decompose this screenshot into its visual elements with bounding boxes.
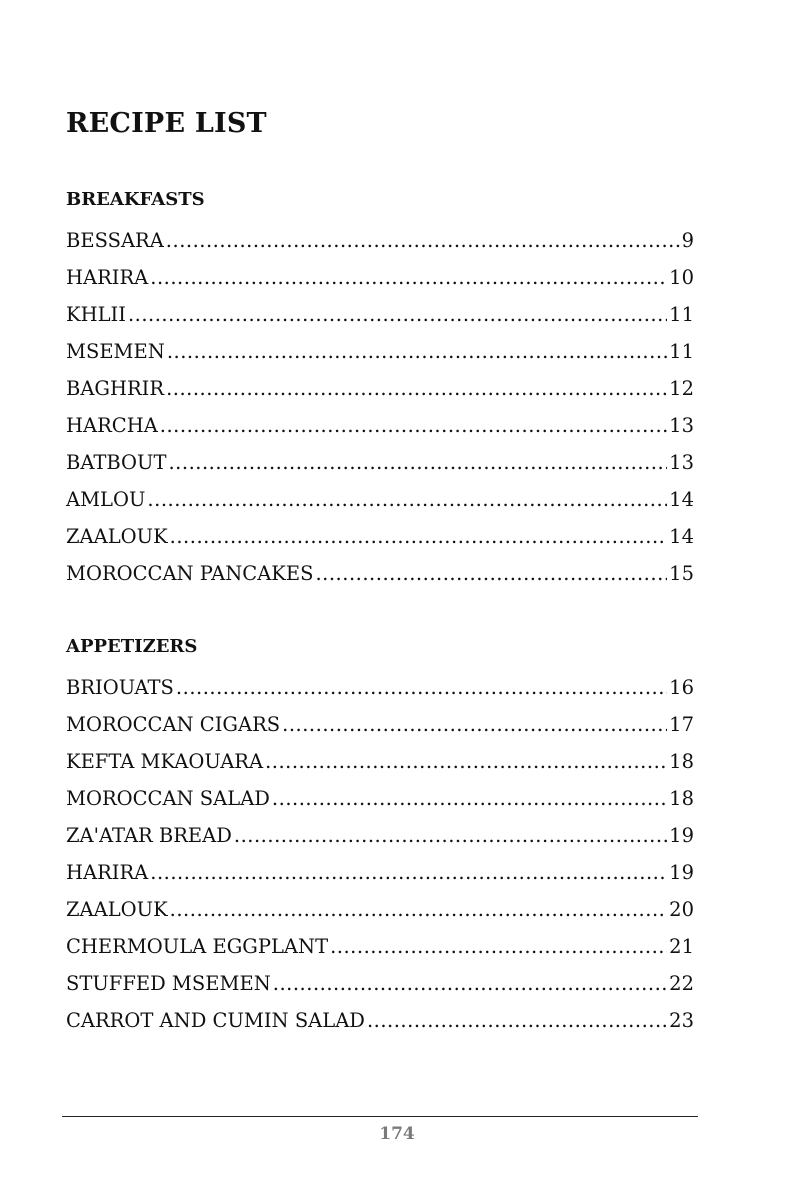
- recipe-page-number: 15: [669, 562, 694, 585]
- recipe-name: CHERMOULA EGGPLANT: [66, 935, 329, 958]
- recipe-name: MOROCCAN PANCAKES: [66, 562, 314, 585]
- recipe-page-number: 14: [669, 488, 694, 511]
- recipe-page-number: 19: [669, 861, 694, 884]
- recipe-name: MOROCCAN CIGARS: [66, 713, 281, 736]
- dot-leader: [160, 407, 667, 444]
- recipe-page-number: 12: [669, 377, 694, 400]
- recipe-entry: [66, 296, 694, 333]
- page-title: RECIPE LIST: [66, 108, 267, 139]
- recipe-entry: [66, 259, 694, 296]
- recipe-name: HARCHA: [66, 414, 158, 437]
- dot-leader: [168, 444, 667, 481]
- dot-leader: [167, 333, 667, 370]
- section-heading: APPETIZERS: [66, 636, 198, 657]
- recipe-entry: [66, 407, 694, 444]
- section-heading: BREAKFASTS: [66, 189, 205, 210]
- recipe-page-number: 20: [669, 898, 694, 921]
- recipe-name: ZA'ATAR BREAD: [66, 824, 232, 847]
- recipe-entry: [66, 817, 694, 854]
- recipe-page-number: 22: [669, 972, 694, 995]
- recipe-name: STUFFED MSEMEN: [66, 972, 271, 995]
- page-number: 174: [379, 1124, 415, 1144]
- recipe-page-number: 11: [669, 340, 694, 363]
- recipe-entry: [66, 333, 694, 370]
- recipe-entry: [66, 518, 694, 555]
- recipe-page-number: 9: [681, 229, 694, 252]
- recipe-entry: [66, 965, 694, 1002]
- dot-leader: [265, 743, 667, 780]
- recipe-entry: [66, 222, 694, 259]
- recipe-name: AMLOU: [66, 488, 146, 511]
- dot-leader: [150, 259, 667, 296]
- recipe-name: BESSARA: [66, 229, 164, 252]
- dot-leader: [273, 965, 667, 1002]
- recipe-name: HARIRA: [66, 861, 149, 884]
- recipe-name: HARIRA: [66, 266, 149, 289]
- recipe-page-number: 11: [669, 303, 694, 326]
- recipe-entry: [66, 669, 694, 706]
- recipe-entry: [66, 743, 694, 780]
- recipe-page-number: 16: [669, 676, 694, 699]
- dot-leader: [150, 854, 667, 891]
- recipe-page-number: 13: [669, 414, 694, 437]
- recipe-entry: [66, 481, 694, 518]
- dot-leader: [128, 296, 667, 333]
- recipe-entry: [66, 706, 694, 743]
- recipe-entry: [66, 370, 694, 407]
- dot-leader: [176, 669, 667, 706]
- dot-leader: [234, 817, 667, 854]
- dot-leader: [272, 780, 667, 817]
- recipe-page-number: 18: [669, 750, 694, 773]
- dot-leader: [282, 706, 667, 743]
- dot-leader: [170, 891, 668, 928]
- dot-leader: [367, 1002, 667, 1039]
- recipe-name: BRIOUATS: [66, 676, 174, 699]
- recipe-entry: [66, 1002, 694, 1039]
- recipe-page-number: 18: [669, 787, 694, 810]
- recipe-entry: [66, 854, 694, 891]
- recipe-page-number: 21: [669, 935, 694, 958]
- recipe-name: MOROCCAN SALAD: [66, 787, 270, 810]
- dot-leader: [170, 518, 668, 555]
- recipe-entry: [66, 444, 694, 481]
- section-breakfasts: [66, 188, 694, 592]
- recipe-page-number: 13: [669, 451, 694, 474]
- recipe-page-number: 10: [669, 266, 694, 289]
- dot-leader: [166, 222, 680, 259]
- recipe-page-number: 19: [669, 824, 694, 847]
- section-appetizers: [66, 635, 694, 1039]
- recipe-name: KHLII: [66, 303, 126, 326]
- recipe-entry: [66, 780, 694, 817]
- recipe-entry: [66, 555, 694, 592]
- dot-leader: [330, 928, 667, 965]
- dot-leader: [315, 555, 667, 592]
- recipe-name: ZAALOUK: [66, 898, 168, 921]
- recipe-name: KEFTA MKAOUARA: [66, 750, 264, 773]
- recipe-entry: [66, 928, 694, 965]
- recipe-name: ZAALOUK: [66, 525, 168, 548]
- entry-list: [66, 222, 694, 592]
- footer-divider: [62, 1116, 698, 1117]
- recipe-name: BAGHRIR: [66, 377, 165, 400]
- dot-leader: [147, 481, 667, 518]
- recipe-name: BATBOUT: [66, 451, 167, 474]
- recipe-name: CARROT AND CUMIN SALAD: [66, 1009, 365, 1032]
- recipe-page-number: 23: [669, 1009, 694, 1032]
- recipe-page-number: 14: [669, 525, 694, 548]
- dot-leader: [166, 370, 667, 407]
- entry-list: [66, 669, 694, 1039]
- recipe-name: MSEMEN: [66, 340, 165, 363]
- recipe-page-number: 17: [669, 713, 694, 736]
- recipe-entry: [66, 891, 694, 928]
